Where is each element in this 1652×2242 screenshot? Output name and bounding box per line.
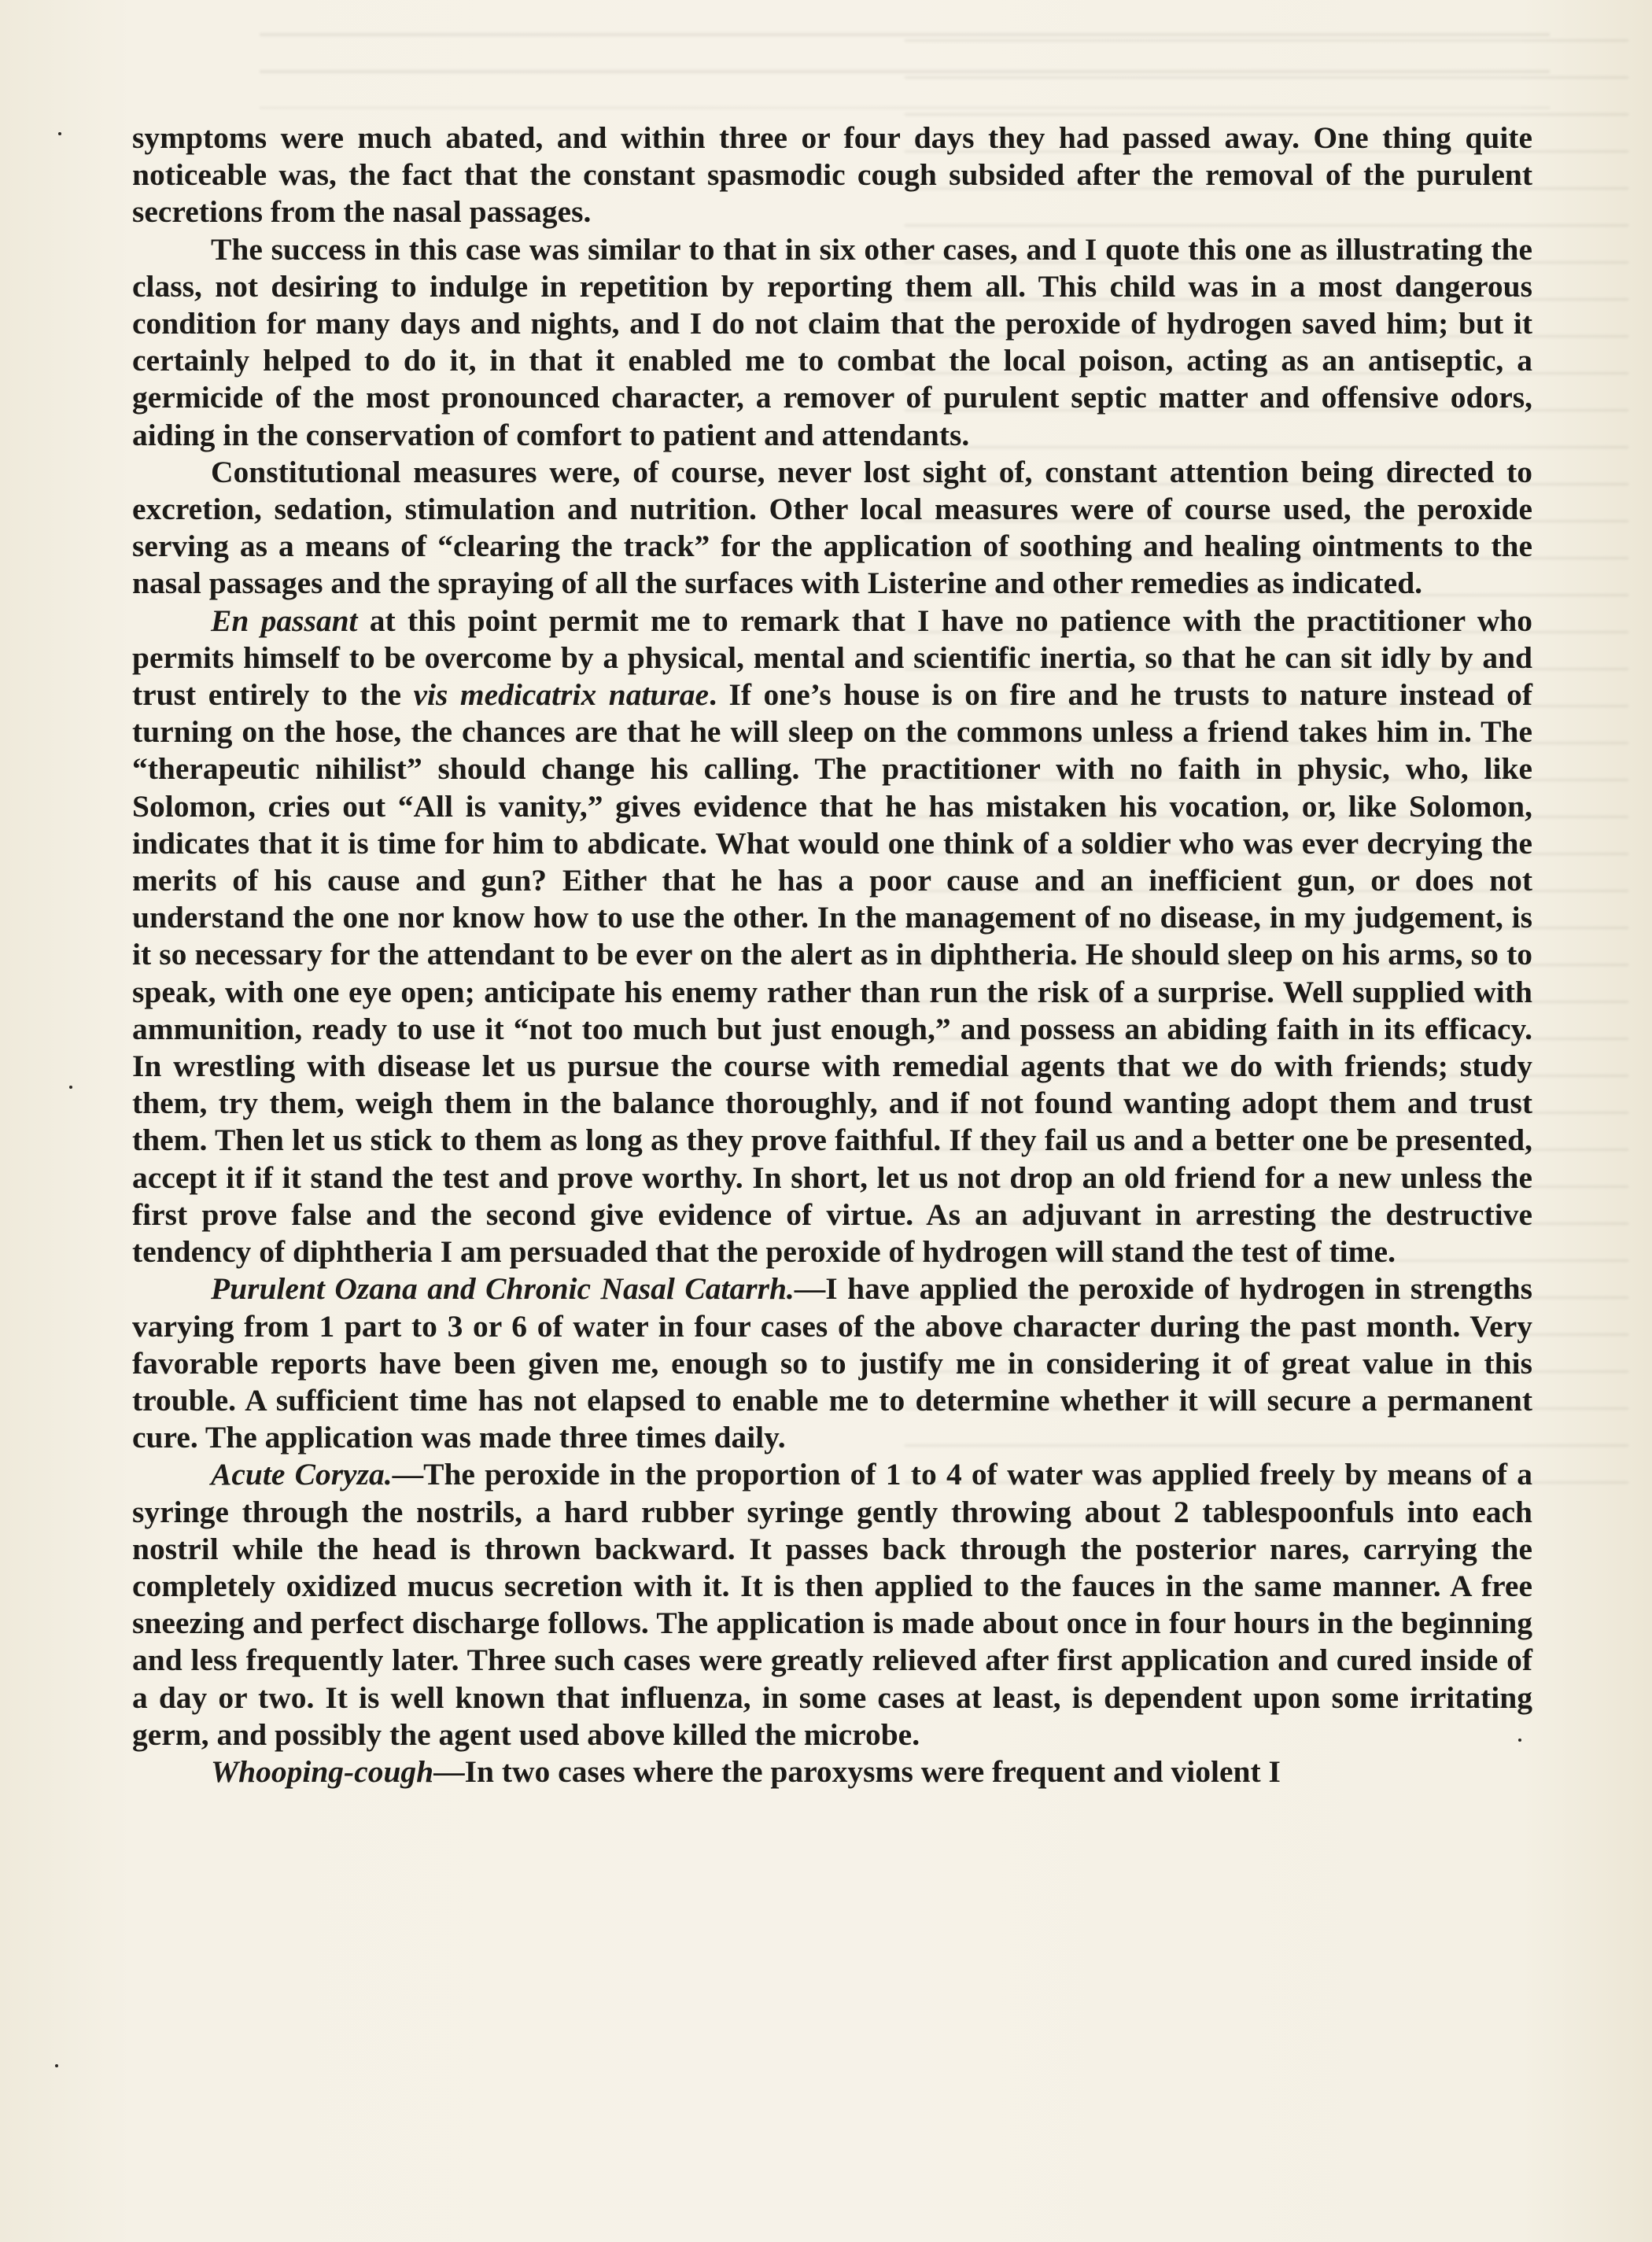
show-through-texture-top <box>260 14 1550 109</box>
heading-purulent-ozana: Purulent Ozana and Chronic Nasal Catarrh. <box>211 1271 795 1307</box>
en-passant-text-b: . If one’s house is on fire and he trusts to nature instead of turning on the hose, the chances are that he will sleep on the commons unless a friend takes him in. The “therapeutic nihilist” should change his calling. The practitioner with no faith in physic, who, like Solomon, cries out “All is vanity,” gives evidence that he has mistaken his vocation, or, like Solomon, indicates that it is time for him to abdicate. What would one think of a soldier who was ever decrying the merits of his cause and gun? Either that he has a poor cause and an inefficient gun, or does not understand the one nor know how to use the other. In the management of no disease, in my judgement, is it so necessary for the attendant to be ever on the alert as in diphtheria. He should sleep on his arms, so to speak, with one eye open; anticipate his enemy rather than run the risk of a surprise. Well supplied with ammunition, ready to use it “not too much but just enough,” and possess an abiding faith in its efficacy. In wrestling with disease let us pursue the course with remedial agents that we do with friends; study them, try them, weigh them in the balance thoroughly, and if not found wanting adopt them and trust them. Then let us stick to them as long as they prove faithful. If they fail us and a better one be presented, accept it if it stand the test and prove worthy. In short, let us not drop an old friend for a new unless the first prove false and the second give evidence of virtue. As an adjuvant in arresting the destructive tendency of diphtheria I am persuaded that the peroxide of hydrogen will stand the test of time. <box>132 677 1533 1270</box>
latin-phrase: vis medicatrix naturae <box>413 677 710 713</box>
en-passant-text-a: at this point permit me to remark that I have no patience with the practitioner who permits himself to be overcome by a physical, mental and scientific inertia, so that he can sit idly by and trust entirely to the <box>132 603 1532 713</box>
whooping-cough-text: —In two cases where the paroxysms were frequent and violent I <box>433 1753 1281 1789</box>
lead-en-passant: En passant <box>211 603 358 638</box>
paragraph-acute-coryza <box>132 1456 1532 1753</box>
purulent-ozana-text: —I have applied the peroxide of hydrogen in strengths varying from 1 part to 3 or 6 of water in four cases of the above character during the past month. Very favorable reports have been given me, enough so to justify me in considering it of great value in this trouble. A sufficient time has not elapsed to enable me to determine whether it will secure a permanent cure. The application was made three times daily. <box>132 1271 1532 1455</box>
article-body <box>132 120 1532 1790</box>
paragraph-whooping-cough <box>132 1753 1532 1790</box>
acute-coryza-text: —The peroxide in the proportion of 1 to 4 of water was applied freely by means of a syringe through the nostrils, a hard rubber syringe gently throwing about 2 tablespoonfuls into each nostril while the head is thrown backward. It passes back through the posterior nares, carrying the completely oxidized mucus secretion with it. It is then applied to the fauces in the same manner. A free sneezing and perfect discharge follows. The application is made about once in four hours in the beginning and less frequently later. Three such cases were greatly relieved after first application and cured inside of a day or two. It is well known that influenza, in some cases at least, is dependent upon some irritating germ, and possibly the agent used above killed the microbe. <box>132 1457 1532 1752</box>
heading-acute-coryza: Acute Coryza. <box>211 1457 393 1492</box>
scan-speck <box>69 1086 72 1089</box>
scan-speck <box>58 132 61 135</box>
paragraph-continuation: symptoms were much abated, and within three or four days they had passed away. One thing quite noticeable was, the fact that the constant spasmodic cough subsided after the removal of the purulent secretions from the nasal passages. <box>132 120 1532 230</box>
heading-whooping-cough: Whooping-cough <box>211 1753 434 1789</box>
paragraph-purulent-ozana <box>132 1270 1532 1456</box>
scan-speck <box>55 2064 58 2067</box>
paragraph-constitutional-measures: Constitutional measures were, of course, never lost sight of, constant attention being directed to excretion, sedation, stimulation and nutrition. Other local measures were of course used, the peroxide serving as a means of “clearing the track” for the application of soothing and healing ointments to the nasal passages and the spraying of all the surfaces with Listerine and other remedies as indicated. <box>132 454 1532 601</box>
paragraph-success-cases: The success in this case was similar to that in six other cases, and I quote this one as illustrating the class, not desiring to indulge in repetition by reporting them all. This child was in a most dangerous condition for many days and nights, and I do not claim that the peroxide of hydrogen saved him; but it certainly helped to do it, in that it enabled me to combat the local poison, acting as an antiseptic, a germicide of the most pronounced character, a remover of purulent septic matter and offensive odors, aiding in the conservation of comfort to patient and attendants. <box>132 231 1532 452</box>
paragraph-en-passant <box>132 603 1532 1271</box>
